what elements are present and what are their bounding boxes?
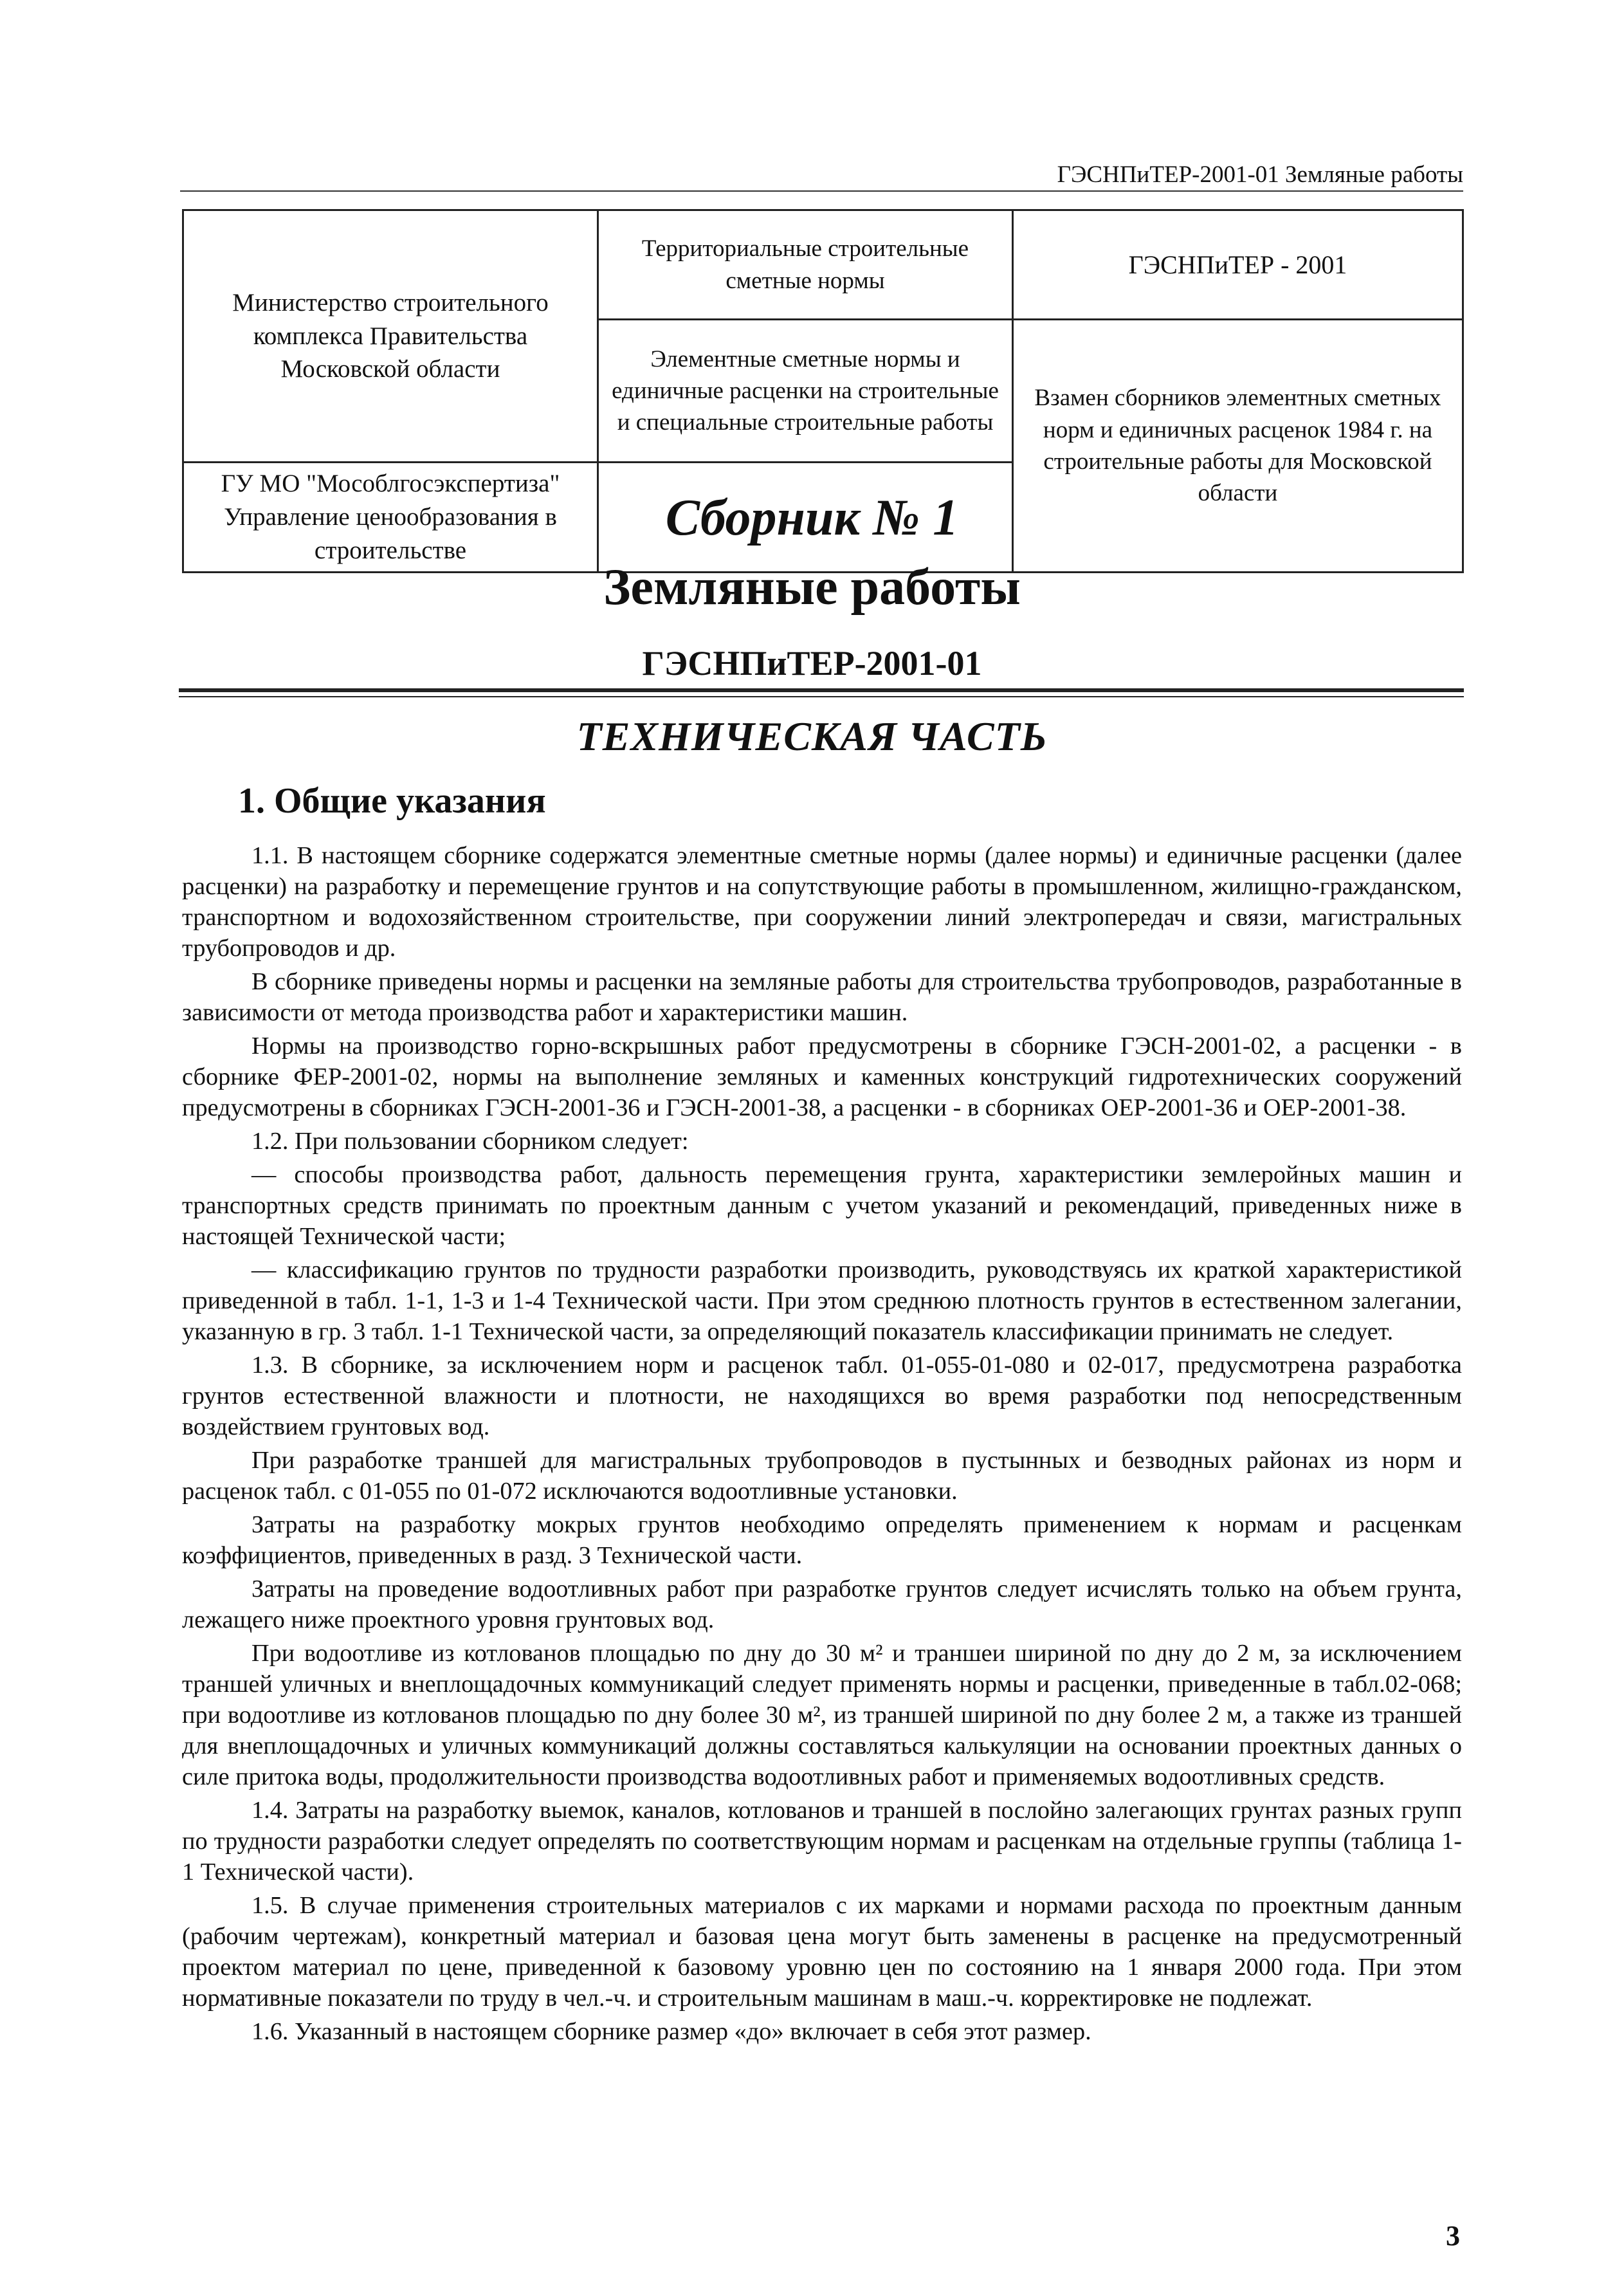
collection-code: ГЭСНПиТЕР-2001-01 [642, 644, 982, 683]
title-rule-thick [179, 688, 1464, 692]
ministry-cell: Министерство строительного комплекса Правительства Московской области [183, 210, 598, 463]
paragraph: 1.6. Указанный в настоящем сборнике размер «до» включает в себя этот размер. [251, 2018, 1091, 2045]
category-cell: Территориальные строительные сметные нормы [598, 210, 1013, 320]
collection-name: Земляные работы [603, 559, 1021, 616]
paragraph: — классификацию грунтов по трудности разработки производить, руководствуясь их краткой характеристикой приведенной в табл. 1-1, 1-3 и 1-4 Технической части. При этом среднюю плотность грунтов в естественном залегании, указанную в гр. 3 табл. 1-1 Технической части, за определяющий показатель классификации принимать не следует. [182, 1256, 1462, 1345]
agency-cell: ГУ МО "Мособлгосэкспертиза" Управление ценообразования в строительстве [183, 463, 598, 573]
code-cell: ГЭСНПиТЕР - 2001 [1013, 210, 1463, 320]
body-text [182, 840, 1462, 2047]
paragraph: При разработке траншей для магистральных трубопроводов в пустынных и безводных районах из норм и расценок табл. с 01-055 по 01-072 исключаются водоотливные установки. [182, 1447, 1462, 1505]
scope-cell: Элементные сметные нормы и единичные расценки на строительные и специальные строительные работы [598, 320, 1013, 463]
paragraph: Нормы на производство горно-вскрышных работ предусмотрены в сборнике ГЭСН-2001-02, а расценки - в сборнике ФЕР-2001-02, нормы на выполнение земляных и каменных конструкций гидротехнических сооружений предусмотрены в сборниках ГЭСН-2001-36 и ГЭСН-2001-38, а расценки - в сборниках ОЕР-2001-36 и ОЕР-2001-38. [182, 1032, 1462, 1121]
title-rule-thin [179, 696, 1464, 697]
paragraph: 1.3. В сборнике, за исключением норм и расценок табл. 01-055-01-080 и 02-017, предусмотрена разработка грунтов естественной влажности и плотности, не находящихся во время разработки под непосредственным воздействием грунтовых вод. [182, 1352, 1462, 1440]
replaces-cell: Взамен сборников элементных сметных норм и единичных расценок 1984 г. на строительные работы для Московской области [1013, 320, 1463, 573]
paragraph: 1.5. В случае применения строительных материалов с их марками и нормами расхода по проектным данным (рабочим чертежам), конкретный материал и базовая цена могут быть заменены в расценке на предусмотренный проектом материал по цене, приведенной к базовому уровню цен по состоянию на 1 января 2000 года. При этом нормативные показатели по труду в чел.-ч. и строительным машинам в маш.-ч. корректировке не подлежат. [182, 1892, 1462, 2012]
paragraph: 1.2. При пользовании сборником следует: [251, 1128, 689, 1155]
paragraph: Затраты на проведение водоотливных работ при разработке грунтов следует исчислять только на объем грунта, лежащего ниже проектного уровня грунтовых вод. [182, 1575, 1462, 1633]
paragraph: Затраты на разработку мокрых грунтов необходимо определять применением к нормам и расценкам коэффициентов, приведенных в разд. 3 Технической части. [182, 1511, 1462, 1569]
part-title: ТЕХНИЧЕСКАЯ ЧАСТЬ [576, 713, 1048, 759]
section-heading: 1. Общие указания [238, 781, 546, 821]
collection-title: Сборник № 1 [665, 490, 959, 546]
paragraph: При водоотливе из котлованов площадью по дну до 30 м² и траншеи шириной по дну до 2 м, за исключением траншей уличных и внеплощадочных коммуникаций следует применять нормы и расценки, приведенные в табл.02-068; при водоотливе из котлованов площадью по дну более 30 м², из траншей шириной по дну более 2 м, а также из траншей для внеплощадочных и уличных коммуникаций должны составляться калькуляции на основании проектных данных о силе притока воды, продолжительности производства водоотливных работ и применяемых водоотливных средств. [182, 1640, 1462, 1790]
page-number: 3 [1446, 2220, 1460, 2252]
paragraph: 1.4. Затраты на разработку выемок, каналов, котлованов и траншей в послойно залегающих грунтах разных групп по трудности разработки следует определять по соответствующим нормам и расценкам на отдельные группы (таблица 1-1 Технической части). [182, 1797, 1462, 1886]
paragraph: — способы производства работ, дальность перемещения грунта, характеристики землеройных машин и транспортных средств принимать по проектным данным с учетом указаний и рекомендаций, приведенных ниже в настоящей Технической части; [182, 1161, 1462, 1250]
paragraph: 1.1. В настоящем сборнике содержатся элементные сметные нормы (далее нормы) и единичные расценки (далее расценки) на разработку и перемещение грунтов и на сопутствующие работы в промышленном, жилищно-гражданском, транспортном и водохозяйственном строительстве, при сооружении линий электропередач и связи, магистральных трубопроводов и др. [182, 842, 1462, 962]
header-rule [180, 190, 1463, 192]
running-header: ГЭСНПиТЕР-2001-01 Земляные работы [1057, 161, 1463, 188]
paragraph: В сборнике приведены нормы и расценки на земляные работы для строительства трубопроводов, разработанные в зависимости от метода производства работ и характеристики машин. [182, 968, 1462, 1026]
